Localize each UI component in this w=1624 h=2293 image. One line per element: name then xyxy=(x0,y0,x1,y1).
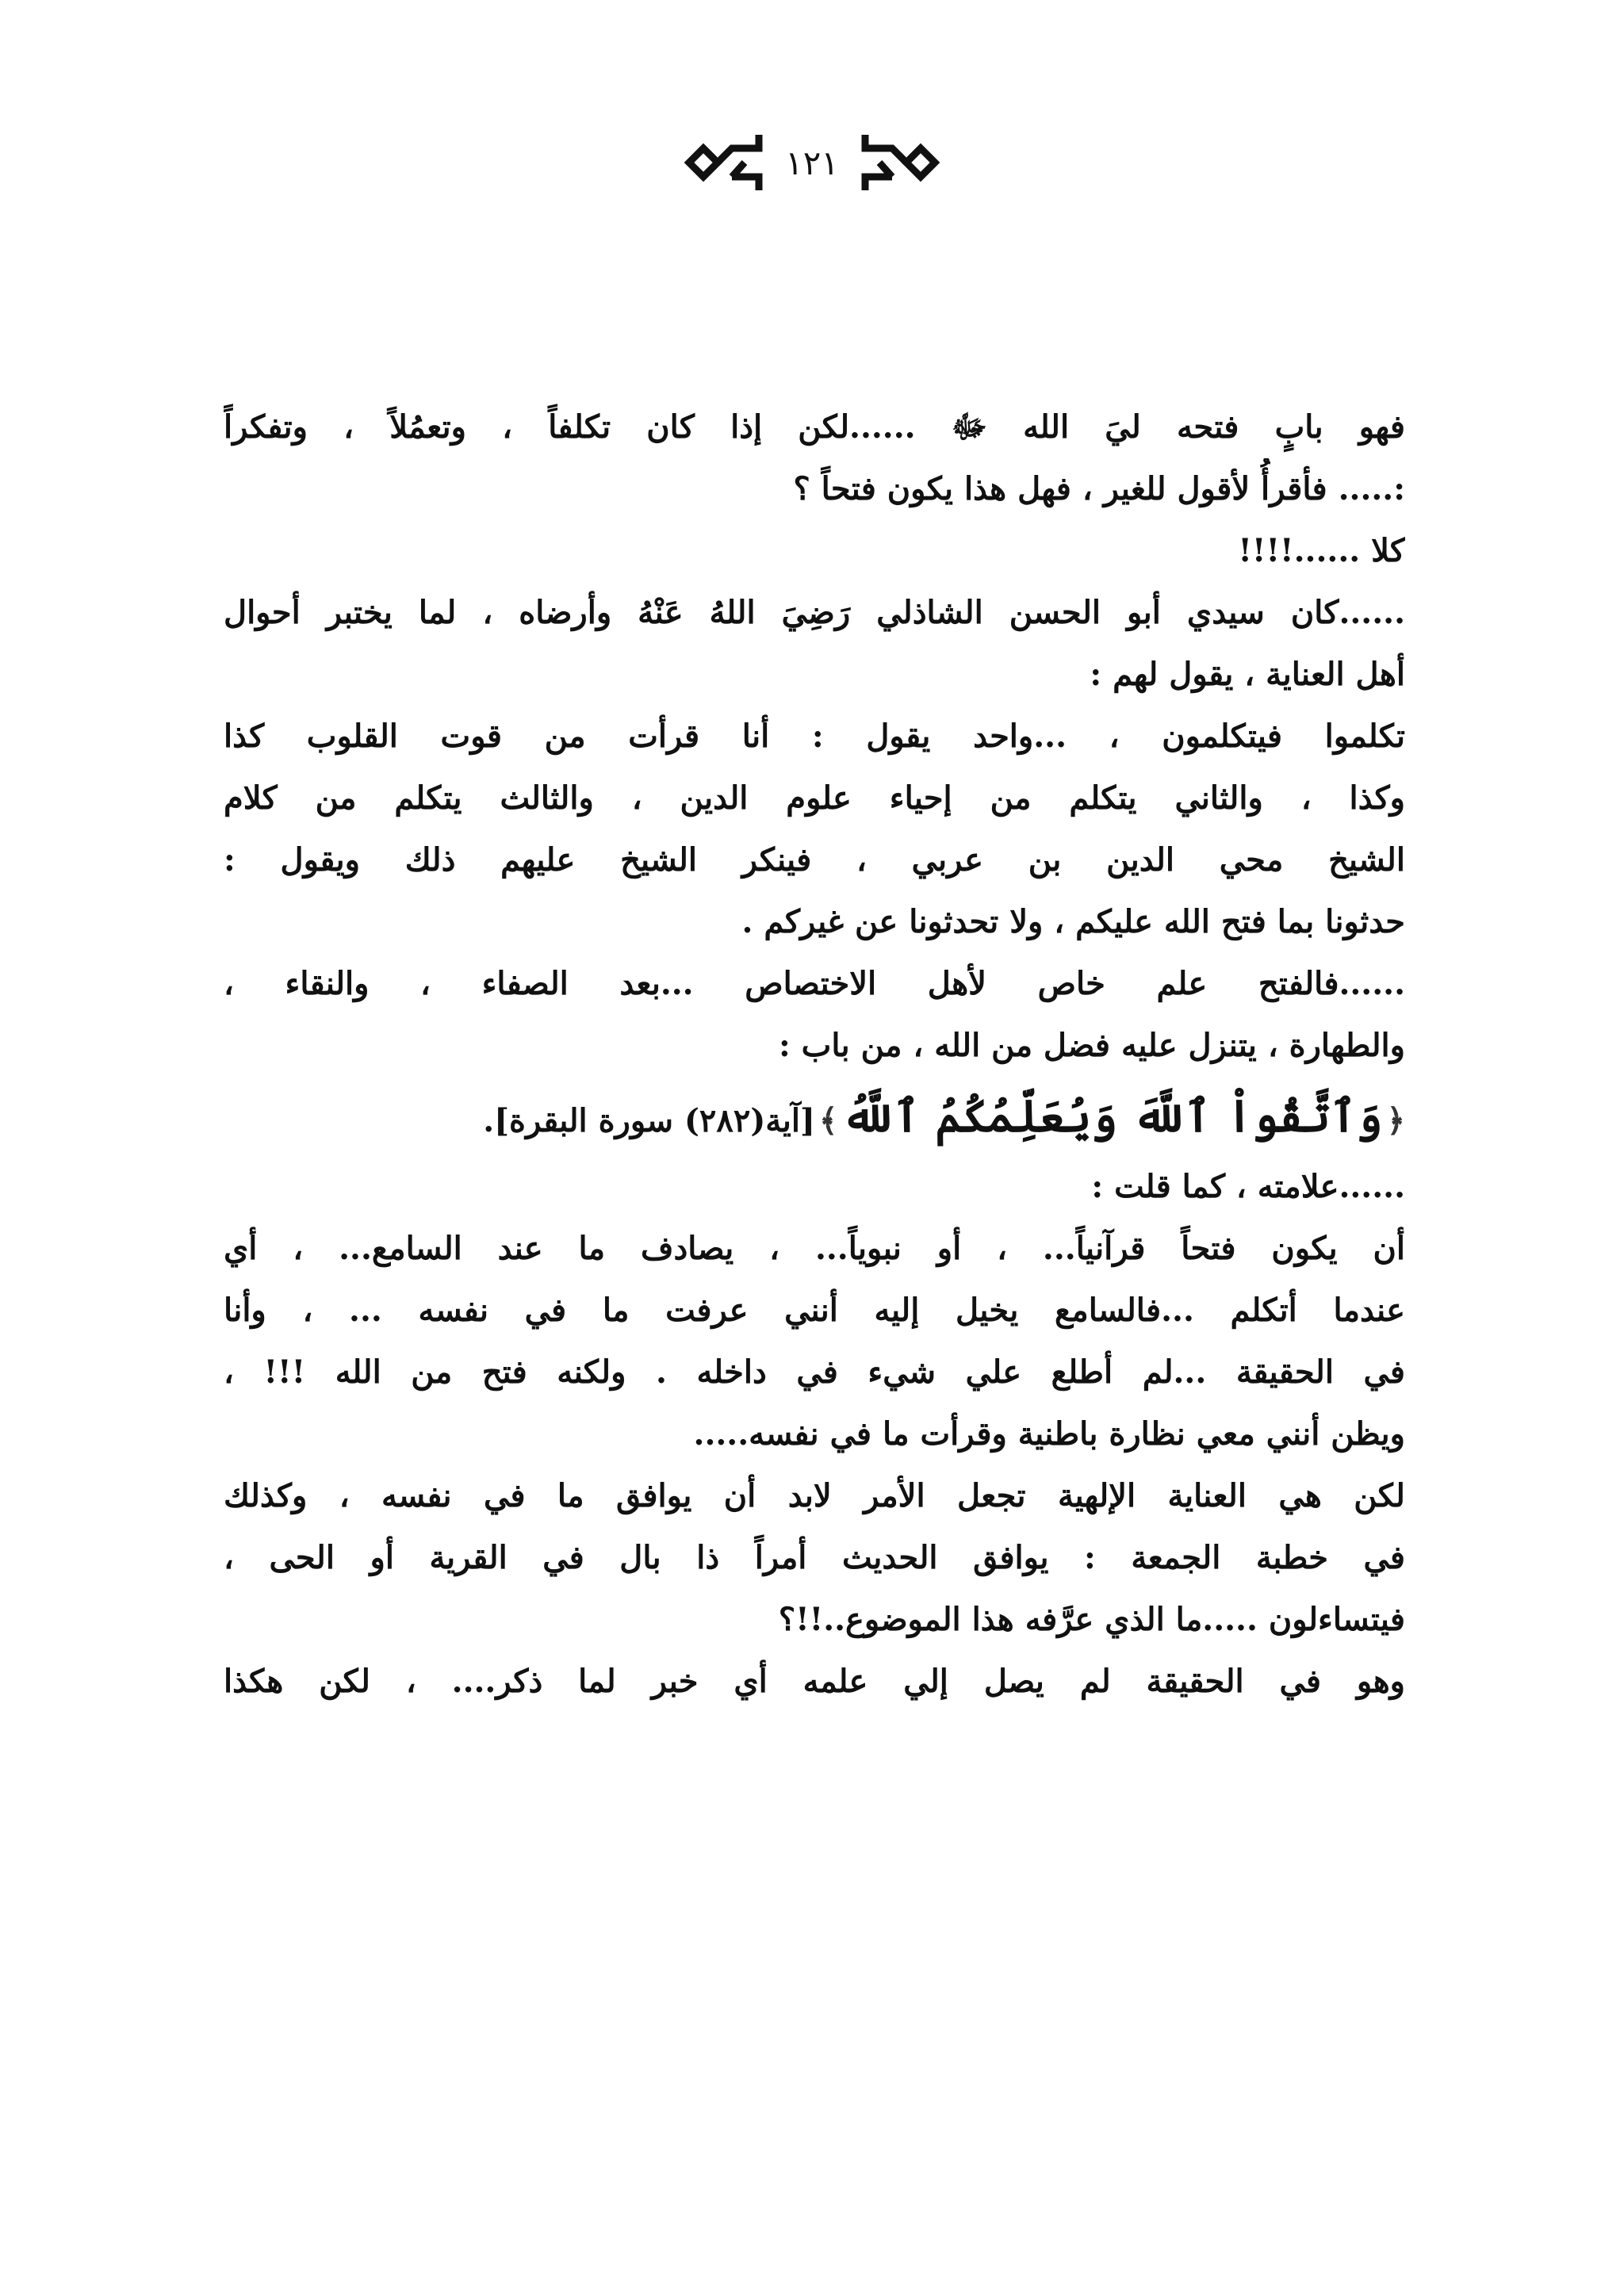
text-line: في الحقيقة ...لم أطلع علي شيء في داخله . ولكنه فتح من الله !!! ، xyxy=(224,1353,1405,1391)
text-line: أن يكون فتحاً قرآنياً... ، أو نبوياً... ، يصادف ما عند السامع... ، أي xyxy=(224,1230,1405,1267)
page-number: ١٢١ xyxy=(785,144,839,182)
verse-open-bracket: ﴿ xyxy=(1386,1102,1405,1139)
text-line: ......علامته ، كما قلت : xyxy=(1091,1168,1405,1205)
quran-verse xyxy=(224,1077,1405,1156)
text-line: وكذا ، والثاني يتكلم من إحياء علوم الدين ، والثالث يتكلم من كلام xyxy=(224,779,1405,817)
text-line: تكلموا فيتكلمون ، ...واحد يقول : أنا قرأت من قوت القلوب كذا xyxy=(224,718,1405,755)
text-line: حدثونا بما فتح الله عليكم ، ولا تحدثونا عن غيركم . xyxy=(741,903,1405,940)
text-line: لكن هي العناية الإلهية تجعل الأمر لابد أن يوافق ما في نفسه ، وكذلك xyxy=(224,1477,1405,1514)
text-line: ويظن أنني معي نظارة باطنية وقرأت ما في نفسه..... xyxy=(693,1415,1405,1453)
text-line: ......فالفتح علم خاص لأهل الاختصاص ...بعد الصفاء ، والنقاء ، xyxy=(224,965,1405,1002)
text-line: فيتساءلون .....ما الذي عرَّفه هذا الموضوع..!!؟ xyxy=(778,1601,1405,1638)
text-line: أهل العناية ، يقول لهم : xyxy=(1090,656,1405,693)
text-line: :..... فأقرأُ لأقول للغير ، فهل هذا يكون فتحاً ؟ xyxy=(793,470,1405,507)
text-line: وهو في الحقيقة لم يصل إلي علمه أي خبر لما ذكر.... ، لكن هكذا xyxy=(224,1663,1405,1700)
text-line: فهو بابٍ فتحه ليَ الله ﷻ ......لكن إذا كان تكلفاً ، وتعمُلاً ، وتفكراً xyxy=(224,408,1405,446)
text-line: عندما أتكلم ...فالسامع يخيل إليه أنني عرفت ما في نفسه ... ، وأنا xyxy=(224,1292,1405,1329)
text-line: كلا ......!!!! xyxy=(1238,532,1405,569)
text-line: ......كان سيدي أبو الحسن الشاذلي رَضِيَ اللهُ عَنْهُ وأرضاه ، لما يختبر أحوال xyxy=(224,594,1405,631)
text-line: الشيخ محي الدين بن عربي ، فينكر الشيخ عليهم ذلك ويقول : xyxy=(224,841,1405,879)
verse-citation: [آية(٢٨٢) سورة البقرة]. xyxy=(483,1102,815,1139)
page-header xyxy=(0,119,1624,222)
body-text xyxy=(224,396,1405,1713)
verse-close-bracket: ﴾ xyxy=(819,1102,838,1139)
text-line: في خطبة الجمعة : يوافق الحديث أمراً ذا بال في القرية أو الحى ، xyxy=(224,1539,1405,1576)
text-line: والطهارة ، يتنزل عليه فضل من الله ، من باب : xyxy=(778,1027,1405,1064)
verse-text: وَٱتَّقُواْ ٱللَّهَ وَيُعَلِّمُكُمُ ٱللَّهُ xyxy=(841,1090,1383,1143)
page-number-ornament-icon xyxy=(681,119,943,206)
